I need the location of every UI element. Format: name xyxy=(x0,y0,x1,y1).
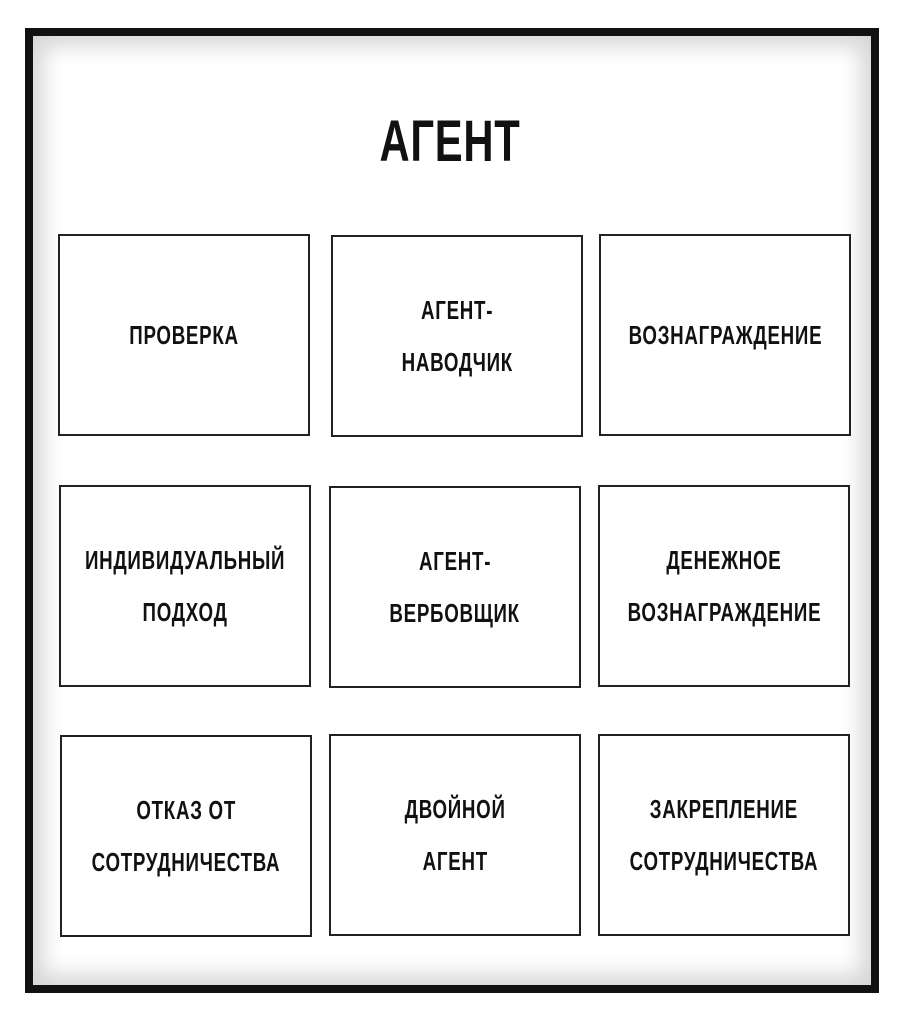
box-label: ПОДХОД xyxy=(142,597,228,627)
box-agent-verbovshchik xyxy=(329,486,581,688)
box-zakreplenie-sotrudnichestva xyxy=(598,734,850,936)
box-label: ДВОЙНОЙ xyxy=(404,794,506,824)
box-agent-navodchik xyxy=(331,235,583,437)
box-label: ИНДИВИДУАЛЬНЫЙ xyxy=(84,545,286,575)
box-label: НАВОДЧИК xyxy=(401,347,513,377)
box-individualny-podkhod xyxy=(59,485,311,687)
box-voznagrazhdenie xyxy=(599,234,851,436)
box-label: ОТКАЗ ОТ xyxy=(136,795,236,825)
box-label: ЗАКРЕПЛЕНИЕ xyxy=(649,794,799,824)
box-label: ВЕРБОВЩИК xyxy=(389,598,521,628)
box-label: АГЕНТ- xyxy=(418,546,492,576)
box-label: АГЕНТ- xyxy=(420,295,494,325)
box-otkaz-ot-sotrudnichestva xyxy=(60,735,312,937)
box-label: ВОЗНАГРАЖДЕНИЕ xyxy=(627,597,821,627)
box-label: СОТРУДНИЧЕСТВА xyxy=(629,846,819,876)
box-proverka xyxy=(58,234,310,436)
box-label: СОТРУДНИЧЕСТВА xyxy=(91,847,281,877)
box-label: ПРОВЕРКА xyxy=(129,320,239,350)
box-denezhnoe-voznagrazhdenie xyxy=(598,485,850,687)
diagram-title: АГЕНТ xyxy=(379,109,521,174)
box-label: ВОЗНАГРАЖДЕНИЕ xyxy=(628,320,822,350)
box-label: АГЕНТ xyxy=(422,846,488,876)
box-label: ДЕНЕЖНОЕ xyxy=(666,545,782,575)
box-dvoinoy-agent xyxy=(329,734,581,936)
